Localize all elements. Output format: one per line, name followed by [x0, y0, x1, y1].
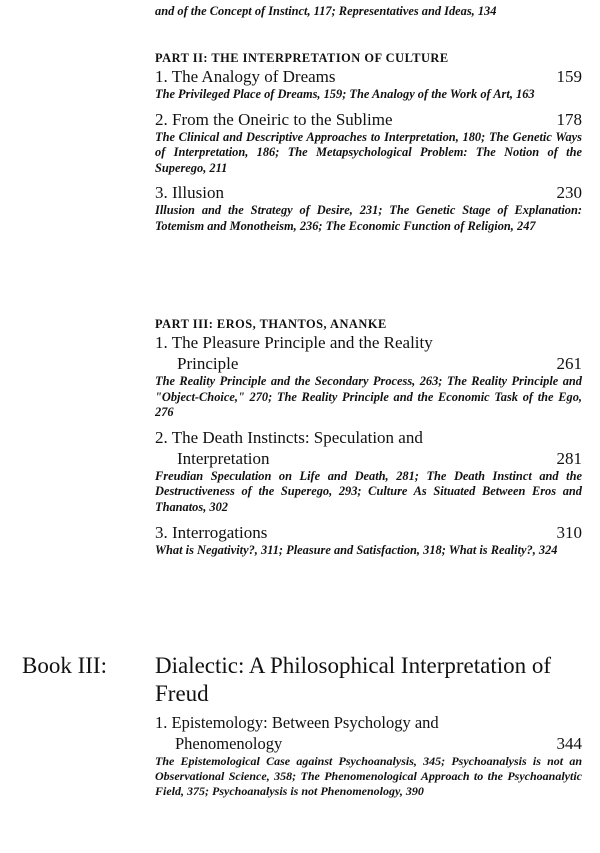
chapter-title-line-2: Phenomenology — [175, 734, 283, 753]
part-2-section — [155, 50, 582, 241]
chapter-subentries: The Reality Principle and the Secondary Process, 263; The Reality Principle and "Object-Choice," 270; The Reality Principle and the Economic Task of the Ego, 276 — [155, 374, 582, 420]
book-title: Dialectic: A Philosophical Interpretation of Freud — [155, 653, 552, 706]
page-number: 230 — [556, 183, 582, 203]
toc-entry — [155, 332, 582, 421]
page-number: 281 — [556, 448, 582, 468]
chapter-title — [155, 66, 582, 87]
chapter-title-line-1: 1. The Pleasure Principle and the Reality — [155, 333, 433, 352]
chapter-title — [155, 109, 582, 130]
part-3-section — [155, 316, 582, 564]
chapter-subentries: The Epistemological Case against Psychoanalysis, 345; Psychoanalysis is not an Observational Science, 358; The Phenomenological Approach to the Psychoanalytic Field, 375; Psychoanalysis is not Phenomenology, 390 — [155, 754, 582, 799]
chapter-title — [155, 427, 582, 469]
chapter-title — [155, 182, 582, 203]
chapter-title-line-1: 1. Epistemology: Between Psychology and — [155, 713, 439, 732]
chapter-subentries: The Privileged Place of Dreams, 159; The Analogy of the Work of Art, 163 — [155, 87, 535, 101]
chapter-title-text: 1. The Analogy of Dreams — [155, 67, 336, 86]
chapter-title — [155, 522, 582, 543]
part-3-heading: PART III: EROS, THANTOS, ANANKE — [155, 317, 387, 331]
page-number: 344 — [556, 734, 582, 753]
toc-entry — [155, 66, 582, 103]
page-number: 159 — [556, 67, 582, 86]
toc-continuation — [155, 4, 582, 20]
chapter-title-text: 2. From the Oneiric to the Sublime — [155, 109, 393, 129]
toc-entry — [155, 109, 582, 177]
toc-entry — [155, 182, 582, 234]
chapter-title — [155, 712, 582, 754]
page-number: 310 — [556, 522, 582, 542]
chapter-subentries: Freudian Speculation on Life and Death, 281; The Death Instinct and the Destructiveness of the Superego, 293; Culture As Situated Between Eros and Thanatos, 302 — [155, 468, 582, 514]
chapter-subentries: The Clinical and Descriptive Approaches to Interpretation, 180; The Genetic Ways of Interpretation, 186; The Metapsychological Problem: The Notion of the Superego, 211 — [155, 129, 582, 175]
book-label: Book III: — [22, 653, 107, 678]
part-2-heading: PART II: THE INTERPRETATION OF CULTURE — [155, 51, 449, 65]
chapter-title-text: 3. Interrogations — [155, 522, 268, 542]
toc-entry — [155, 427, 582, 516]
chapter-subentries: What is Negativity?, 311; Pleasure and Satisfaction, 318; What is Reality?, 324 — [155, 542, 558, 557]
page-number: 178 — [556, 109, 582, 129]
chapter-title-line-1: 2. The Death Instincts: Speculation and — [155, 427, 423, 447]
chapter-title — [155, 332, 582, 374]
toc-entry — [155, 522, 582, 559]
chapter-title-line-2: Interpretation — [177, 448, 270, 468]
toc-entry — [155, 712, 582, 800]
page-number: 261 — [556, 354, 582, 373]
subentries-continued: and of the Concept of Instinct, 117; Representatives and Ideas, 134 — [155, 4, 497, 18]
chapter-subentries: Illusion and the Strategy of Desire, 231; The Genetic Stage of Explanation: Totemism and Monotheism, 236; The Economic Function of Religion, 247 — [155, 203, 582, 233]
chapter-title-text: 3. Illusion — [155, 183, 224, 203]
chapter-title-line-2: Principle — [177, 354, 239, 373]
